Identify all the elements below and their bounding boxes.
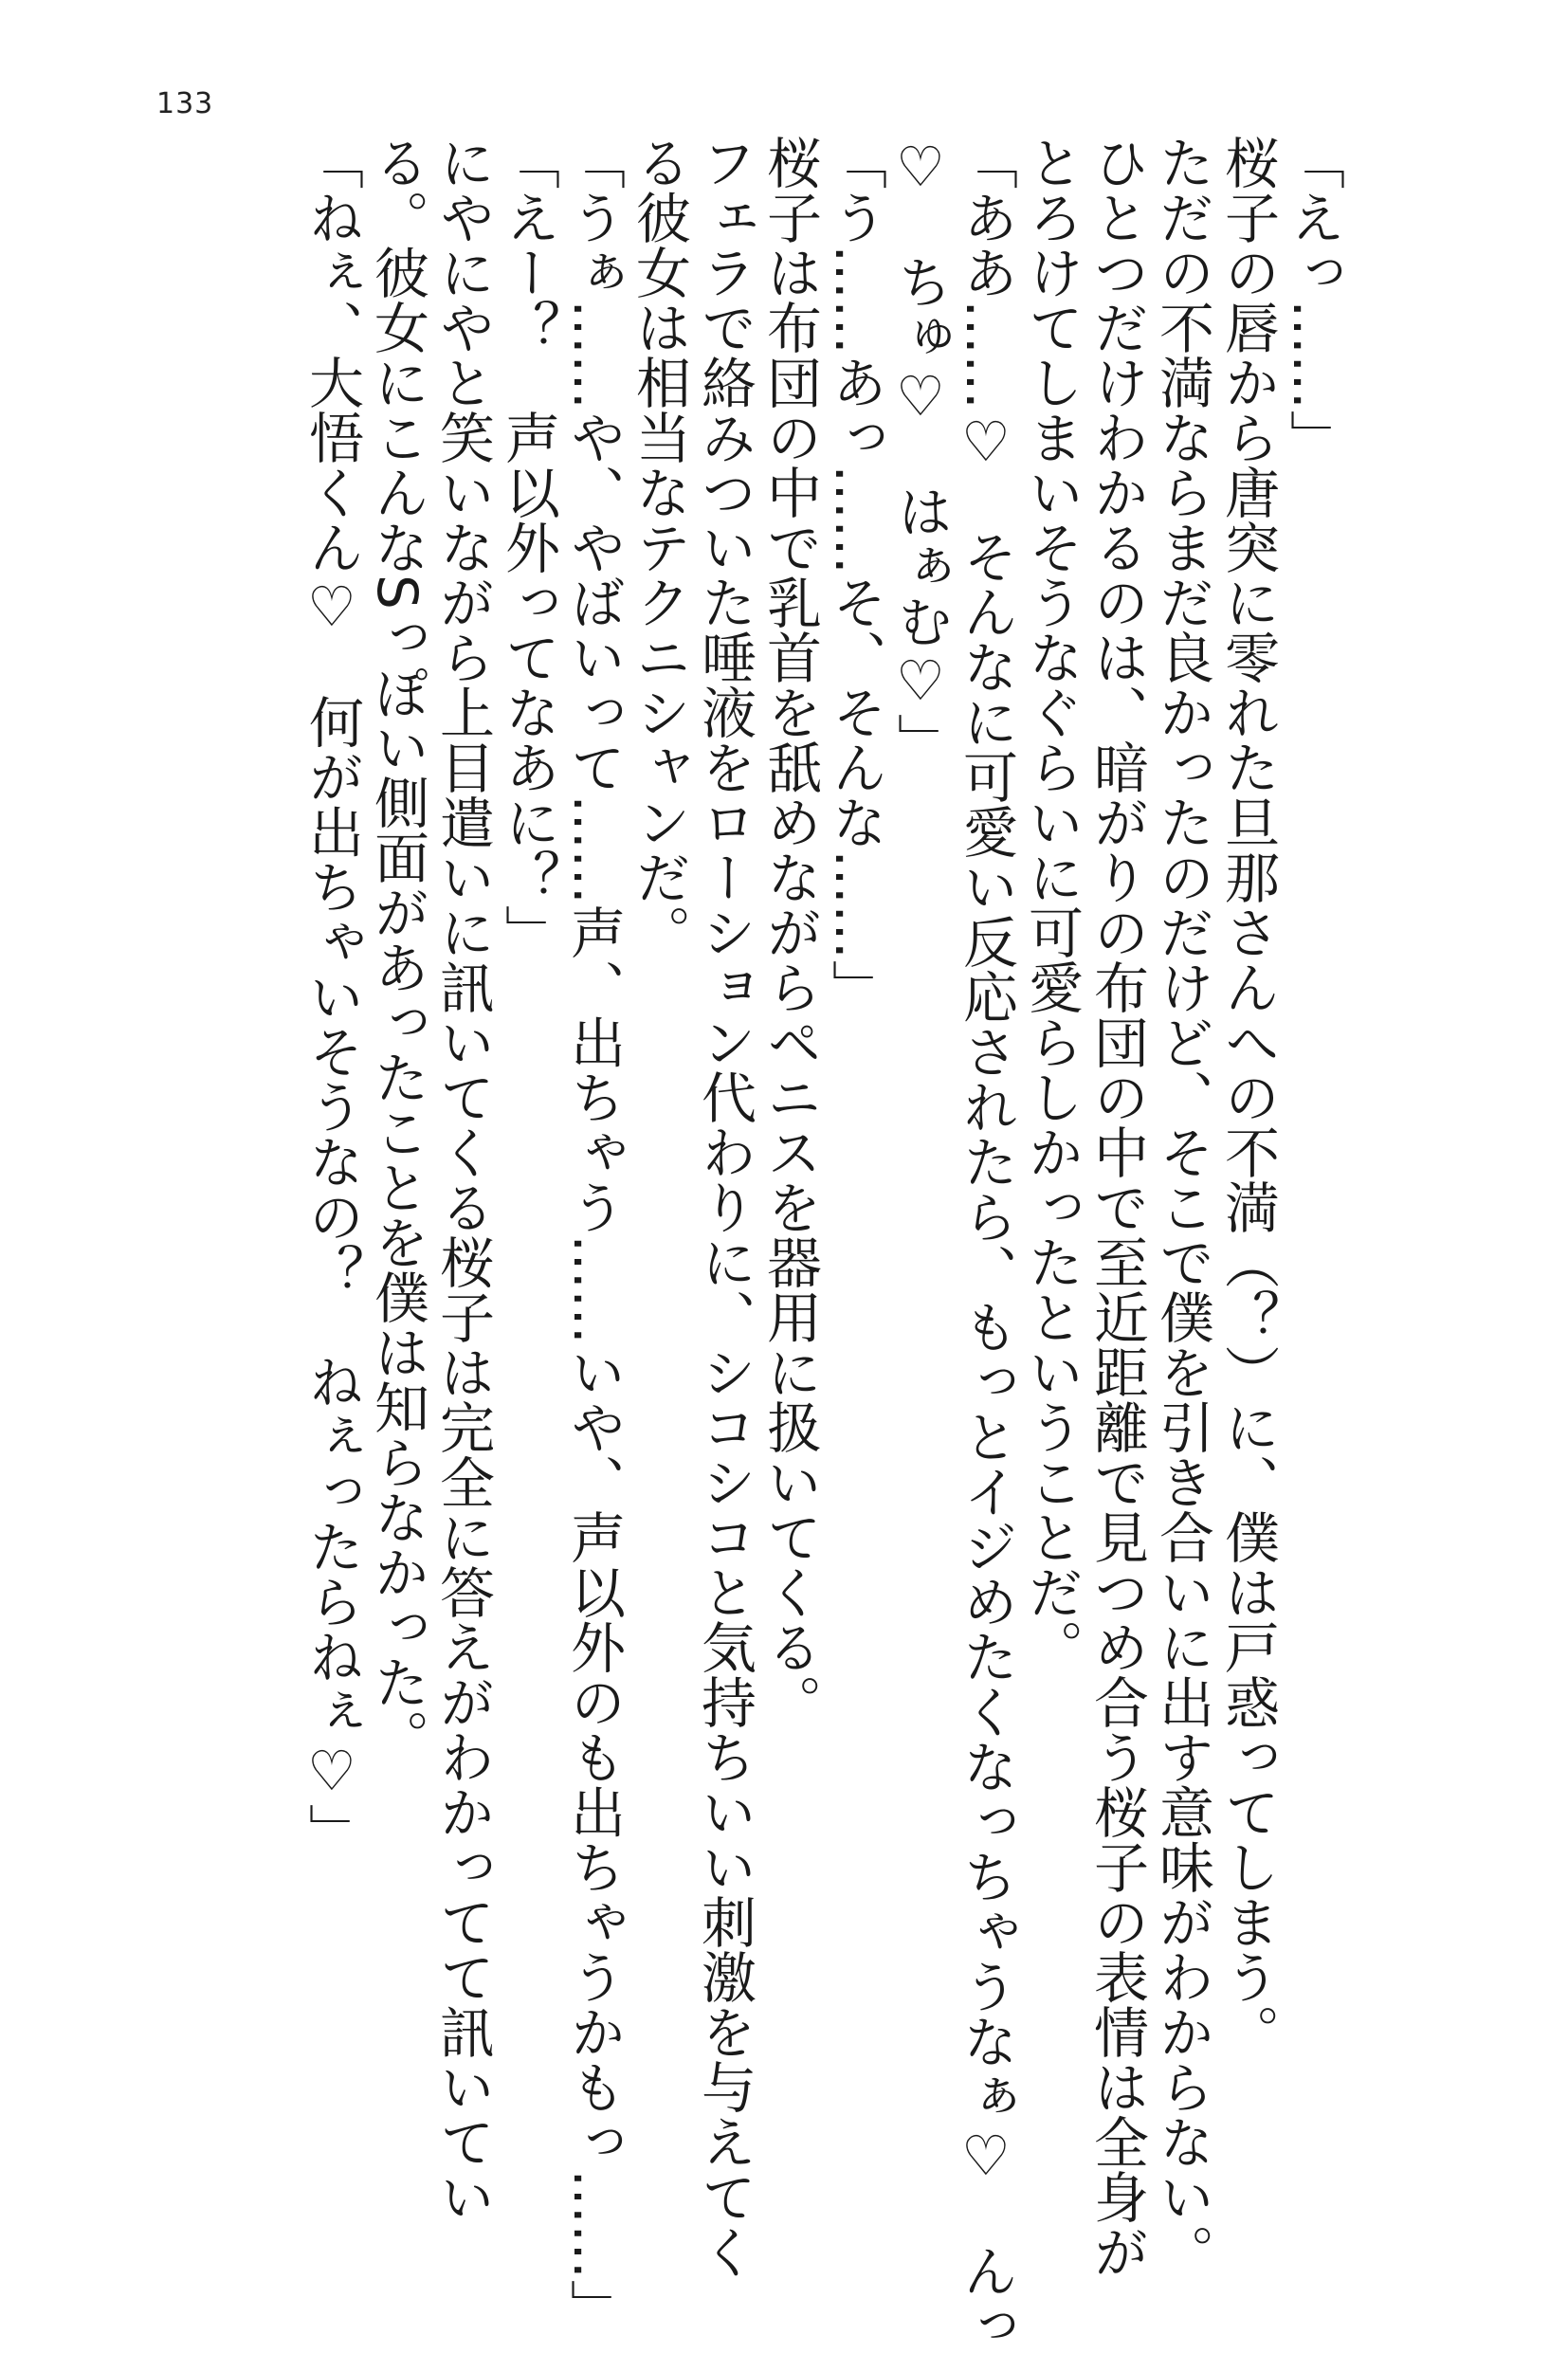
text-line: 「えー？ 声以外ってなあに？」 bbox=[496, 135, 560, 959]
vertical-text-body bbox=[170, 135, 1345, 2353]
text-line: ♡ ちゅ♡ はぁむ♡」 bbox=[888, 135, 953, 768]
text-line: 「うぁ……や、やばいって……声、出ちゃう……いや、声以外のも出ちゃうかもっ……」 bbox=[561, 135, 626, 2334]
text-line: 「ねぇ、大悟くん♡ 何が出ちゃいそうなの？ ねぇったらねぇ♡」 bbox=[300, 135, 364, 1858]
text-line: にやにやと笑いながら上目遣いに訊いてくる桜子は完全に答えがわかってて訊いてい bbox=[430, 135, 495, 2224]
text-line: 桜子は布団の中で乳首を舐めながらペニスを器用に扱いてくる。 bbox=[757, 135, 822, 1729]
text-line: 桜子の唇から唐突に零れた旦那さんへの不満（？）に、僕は戸惑ってしまう。 bbox=[1215, 135, 1280, 2059]
text-line: 「ああ……♡ そんなに可愛い反応されたら、もっとイジめたくなっちゃうなぁ♡ んっ bbox=[954, 135, 1018, 2353]
text-line: ただの不満ならまだ良かったのだけど、そこで僕を引き合いに出す意味がわからない。 bbox=[1150, 135, 1214, 2279]
text-line: る。彼女にこんなSっぽい側面があったことを僕は知らなかった。 bbox=[365, 135, 429, 1764]
text-line: 「えっ……」 bbox=[1281, 135, 1345, 465]
text-line: 「う……あっ……そ、そんな……」 bbox=[823, 135, 887, 1014]
text-line: フェラで絡みついた唾液をローション代わりに、シコシコと気持ちいい刺激を与えてく bbox=[692, 135, 757, 2279]
page-number: 133 bbox=[156, 87, 214, 120]
text-line: る彼女は相当なテクニシャンだ。 bbox=[627, 135, 691, 959]
text-line: とろけてしまいそうなぐらいに可愛らしかったということだ。 bbox=[1019, 135, 1084, 1674]
text-line: ひとつだけわかるのは、暗がりの布団の中で至近距離で見つめ合う桜子の表情は全身が bbox=[1085, 135, 1149, 2279]
